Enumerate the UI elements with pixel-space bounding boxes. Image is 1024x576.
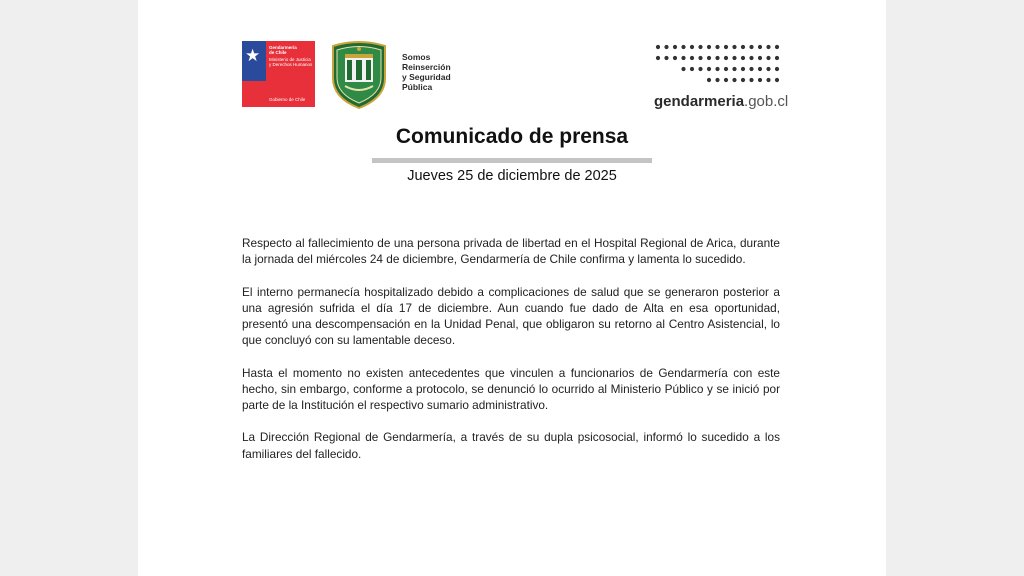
- pattern-dot: [707, 56, 711, 60]
- logo-line-2: de Chile: [269, 50, 287, 55]
- motto-line: Pública: [402, 82, 433, 92]
- body-paragraph: La Dirección Regional de Gendarmería, a través de su dupla psicosocial, informó lo sucedido a los familiares del fallecido.: [242, 430, 780, 461]
- pattern-dot: [732, 78, 736, 82]
- pattern-dot: [732, 67, 736, 71]
- body-paragraph: Hasta el momento no existen antecedentes que vinculen a funcionarios de Gendarmería con este hecho, sin embargo, conforme a protocolo, se denunció lo ocurrido al Ministerio Público y se inició por parte de la Institución el respectivo sumario administrativo.: [242, 365, 780, 412]
- pattern-dot: [707, 78, 711, 82]
- document-body: [242, 235, 780, 478]
- document-date: Jueves 25 de diciembre de 2025: [407, 168, 617, 184]
- pattern-dot: [775, 67, 779, 71]
- pattern-dot: [741, 45, 745, 49]
- pattern-dot: [724, 56, 728, 60]
- document-title: Comunicado de prensa: [395, 125, 629, 148]
- pattern-dot: [690, 45, 694, 49]
- website-name: gendarmeria: [654, 93, 745, 110]
- pattern-dot: [758, 78, 762, 82]
- pattern-dot: [724, 45, 728, 49]
- pattern-dot: [758, 67, 762, 71]
- pattern-dot: [758, 45, 762, 49]
- flag-red-lower-block: [242, 81, 266, 107]
- pattern-dot: [766, 67, 770, 71]
- pattern-dot: [681, 67, 685, 71]
- body-paragraph: Respecto al fallecimiento de una persona privada de libertad en el Hospital Regional de Arica, durante la jornada del miércoles 24 de diciembre, Gendarmería de Chile confirma y lamenta lo sucedido.: [242, 236, 780, 267]
- pattern-dot: [775, 56, 779, 60]
- motto-line: Somos: [402, 52, 431, 62]
- star-icon: ★: [245, 46, 261, 65]
- body-paragraph: El interno permanecía hospitalizado debido a complicaciones de salud que se generaron posterior a una agresión sufrida el día 17 de diciembre. Aun cuando fue dado de Alta en esa oportunidad, presentó una descompensación en la Unidad Penal, que obligaron su retorno al Centro Asistencial, lo que concluyó con su lamentable deceso.: [242, 284, 780, 348]
- pattern-dot: [707, 67, 711, 71]
- pattern-dot: [715, 78, 719, 82]
- logo-footer: Gobierno de Chile: [269, 97, 306, 102]
- pattern-dot: [681, 45, 685, 49]
- pattern-dot: [749, 67, 753, 71]
- pattern-dot: [749, 56, 753, 60]
- motto-line: Reinserción: [402, 62, 451, 72]
- pattern-dot: [673, 45, 677, 49]
- pattern-dot: [673, 56, 677, 60]
- pattern-dot: [749, 78, 753, 82]
- pattern-dot: [724, 67, 728, 71]
- pattern-dot: [732, 56, 736, 60]
- pattern-dot: [698, 67, 702, 71]
- title-underline: [372, 158, 652, 163]
- gendarmeria-shield-icon: [327, 40, 391, 110]
- pattern-dot: [732, 45, 736, 49]
- pattern-dot: [698, 56, 702, 60]
- pattern-dot: [690, 56, 694, 60]
- pattern-dot: [758, 56, 762, 60]
- pattern-dot: [775, 45, 779, 49]
- logo-line-1: Gendarmería: [269, 45, 297, 50]
- pattern-dot: [715, 56, 719, 60]
- document-page: [138, 0, 886, 576]
- website-domain: .gob.cl: [744, 93, 789, 110]
- pattern-dot: [681, 56, 685, 60]
- logo-line-3: Ministerio de Justicia: [269, 57, 311, 62]
- dot-pattern: [654, 43, 782, 87]
- pattern-dot: [775, 78, 779, 82]
- pattern-dot: [741, 67, 745, 71]
- pattern-dot: [715, 67, 719, 71]
- motto-text: [402, 52, 451, 92]
- pattern-dot: [749, 45, 753, 49]
- pattern-dot: [715, 45, 719, 49]
- pattern-dot: [656, 45, 660, 49]
- pattern-dot: [656, 56, 660, 60]
- pattern-dot: [724, 78, 728, 82]
- pattern-dot: [664, 45, 668, 49]
- gobierno-de-chile-logo: [242, 41, 315, 107]
- pattern-dot: [741, 56, 745, 60]
- pattern-dot: [766, 78, 770, 82]
- pattern-dot: [664, 56, 668, 60]
- pattern-dot: [690, 67, 694, 71]
- website-label: [654, 93, 788, 110]
- pattern-dot: [707, 45, 711, 49]
- pattern-dot: [698, 45, 702, 49]
- pattern-dot: [766, 56, 770, 60]
- logo-line-4: y Derechos Humanos: [269, 62, 313, 67]
- pattern-dot: [741, 78, 745, 82]
- pattern-dot: [766, 45, 770, 49]
- motto-line: y Seguridad: [402, 72, 451, 82]
